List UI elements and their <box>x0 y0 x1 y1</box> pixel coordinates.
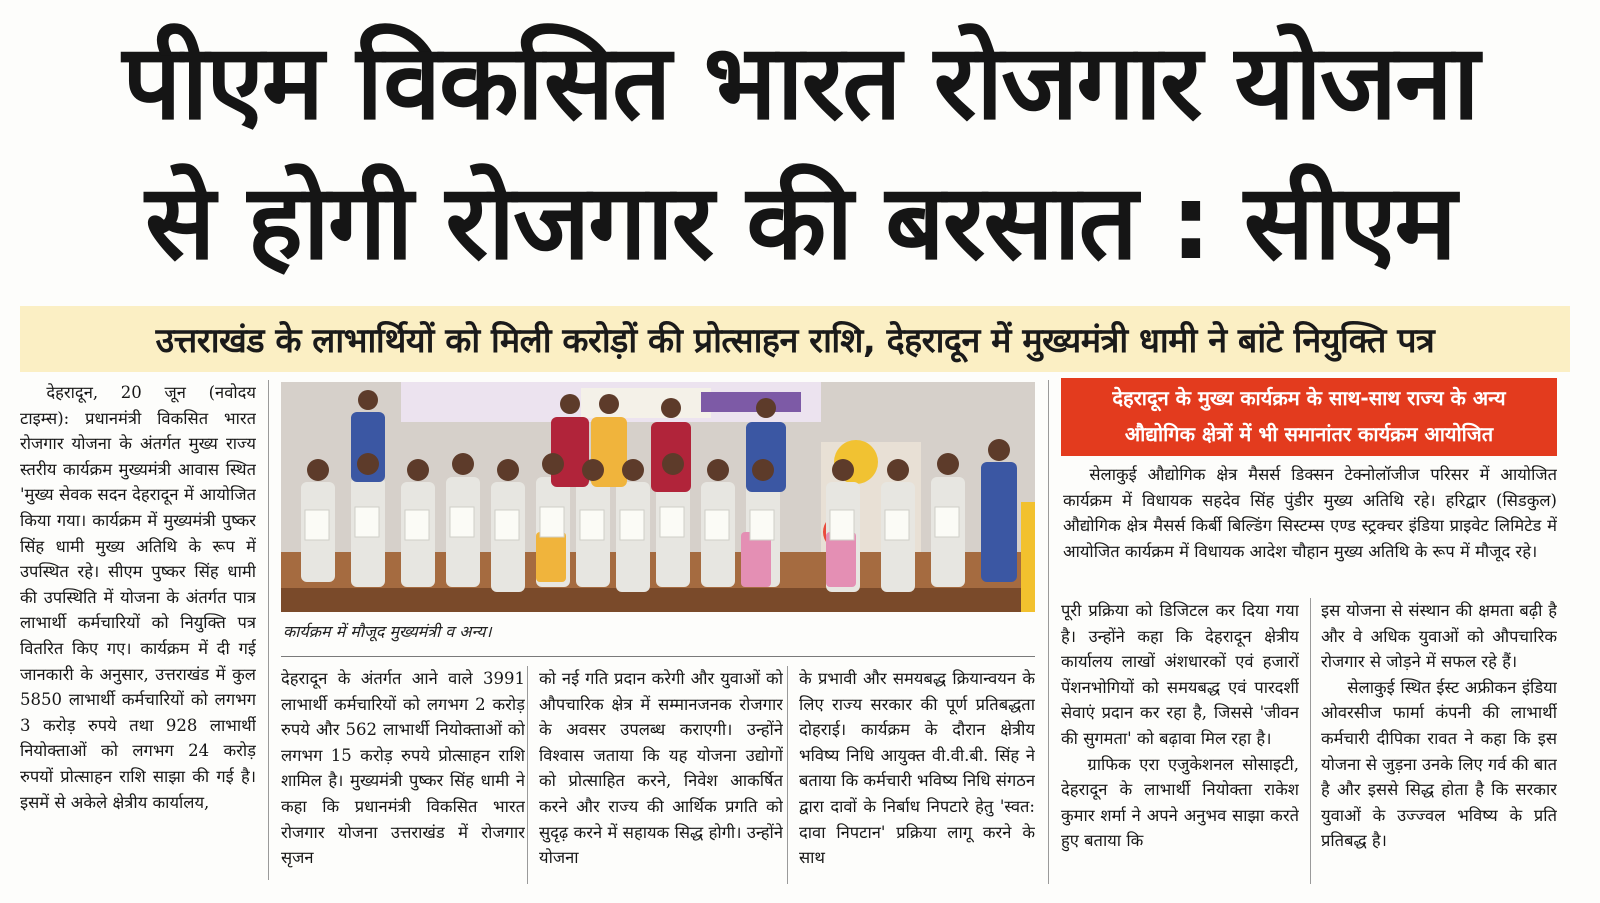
article-paragraph: देहरादून के अंतर्गत आने वाले 3991 लाभार्थी कर्मचारियों को लगभग 2 करोड़ रुपये और 562 लाभार्थी नियोक्ताओं को लगभग 15 करोड़ रुपये प्रोत्साहन राशि शामिल है। मुख्यमंत्री पुष्कर सिंह धामी ने कहा कि प्रधानमंत्री विकसित भारत रोजगार योजना उत्तराखंड में रोजगार सृजन <box>281 669 525 868</box>
article-column-3 <box>539 666 783 884</box>
article-column-1 <box>20 380 256 880</box>
headline-line-2: से होगी रोजगार की बरसात : सीएम <box>145 161 1455 283</box>
article-paragraph: के प्रभावी और समयबद्ध क्रियान्वयन के लिए राज्य सरकार की पूर्ण प्रतिबद्धता दोहराई। कार्यक्रम के दौरान क्षेत्रीय भविष्य निधि आयुक्त वी.वी.बी. सिंह ने बताया कि कर्मचारी भविष्य निधि संगठन द्वारा दावों के निर्बाध निपटारे हेतु 'स्वत: दावा निपटान' प्रक्रिया लागू करने के साथ <box>799 669 1035 868</box>
sidebar-column-2 <box>1321 598 1557 884</box>
sidebar-paragraph: पूरी प्रक्रिया को डिजिटल कर दिया गया है। उन्होंने कहा कि देहरादून क्षेत्रीय कार्यालय लाखों अंशधारकों एवं हजारों पेंशनभोगियों को समयबद्ध एवं पारदर्शी सेवाएं प्रदान कर रहा है, जिससे 'जीवन की सुगमता' को बढ़ावा मिल रहा है। <box>1061 601 1299 748</box>
sidebar-heading <box>1061 378 1557 456</box>
photo-caption: कार्यक्रम में मौजूद मुख्यमंत्री व अन्य। <box>283 622 492 641</box>
article-paragraph: को नई गति प्रदान करेगी और युवाओं को औपचारिक क्षेत्र में सम्मानजनक रोजगार के अवसर उपलब्ध कराएगी। उन्होंने विश्वास जताया कि यह योजना उद्योगों को प्रोत्साहित करने, निवेश आकर्षित करने और राज्य की आर्थिक प्रगति को सुदृढ़ करने में सहायक सिद्ध होगी। उन्होंने योजना <box>539 669 783 868</box>
article-column-2 <box>281 666 525 884</box>
article-column-4 <box>799 666 1035 884</box>
caption-rule <box>281 656 1035 657</box>
column-divider <box>1048 380 1049 884</box>
article-paragraph: देहरादून, 20 जून (नवोदय टाइम्स): प्रधानमंत्री विकसित भारत रोजगार योजना के अंतर्गत मुख्य राज्य स्तरीय कार्यक्रम मुख्यमंत्री आवास स्थित 'मुख्य सेवक सदन देहरादून में आयोजित किया गया। कार्यक्रम में मुख्यमंत्री पुष्कर सिंह धामी मुख्य अतिथि के रूप में उपस्थित रहे। सीएम पुष्कर सिंह धामी की उपस्थिति में योजना के अंतर्गत पात्र लाभार्थी कर्मचारियों को नियुक्ति पत्र वितरित किए गए। कार्यक्रम में दी गई जानकारी के अनुसार, उत्तराखंड में कुल 5850 लाभार्थी कर्मचारियों को लगभग 3 करोड़ रुपये तथा 928 लाभार्थी नियोक्ताओं को लगभग 24 करोड़ रुपयों प्रोत्साहन राशि साझा की गई है। इसमें से अकेले क्षेत्रीय कार्यालय, <box>20 383 256 812</box>
sidebar-lead <box>1063 462 1557 592</box>
column-divider <box>268 380 269 880</box>
sidebar-paragraph: ग्राफिक एरा एजुकेशनल सोसाइटी, देहरादून के लाभार्थी नियोक्ता राकेश कुमार शर्मा ने अपने अनुभव साझा करते हुए बताया कि <box>1061 754 1299 851</box>
sidebar-paragraph: सेलाकुई स्थित ईस्ट अफ्रीकन इंडिया ओवरसीज फार्मा कंपनी की लाभार्थी कर्मचारी दीपिका रावत ने कहा कि इस योजना से जुड़ना उनके लिए गर्व की बात है और इससे सिद्ध होता है कि सरकार युवाओं के उज्ज्वल भविष्य के प्रति प्रतिबद्ध है। <box>1321 677 1557 851</box>
subheadline: उत्तराखंड के लाभार्थियों को मिली करोड़ों की प्रोत्साहन राशि, देहरादून में मुख्यमंत्री धामी ने बांटे नियुक्ति पत्र <box>155 321 1435 361</box>
sidebar-paragraph: इस योजना से संस्थान की क्षमता बढ़ी है और वे अधिक युवाओं को औपचारिक रोजगार से जोड़ने में सफल रहे हैं। <box>1321 601 1557 672</box>
event-photo <box>281 382 1035 612</box>
sidebar-column-1 <box>1061 598 1299 884</box>
subheadline-band <box>20 306 1570 372</box>
sidebar-heading-line-2: औद्योगिक क्षेत्रों में भी समानांतर कार्यक्रम आयोजित <box>1124 422 1494 446</box>
event-photo-illustration <box>281 382 1035 612</box>
sidebar-paragraph: सेलाकुई औद्योगिक क्षेत्र मैसर्स डिक्सन टेक्नोलॉजीज परिसर में आयोजित कार्यक्रम में विधायक सहदेव सिंह पुंडीर मुख्य अतिथि रहे। हरिद्वार (सिडकुल) औद्योगिक क्षेत्र मैसर्स किर्बी बिल्डिंग सिस्टम्स एण्ड स्ट्रक्चर इंडिया प्राइवेट लिमिटेड में आयोजित कार्यक्रम में विधायक आदेश चौहान मुख्य अतिथि के रूप में मौजूद रहे। <box>1063 465 1557 561</box>
column-divider <box>787 666 788 884</box>
column-divider <box>1310 598 1311 884</box>
sidebar-heading-line-1: देहरादून के मुख्य कार्यक्रम के साथ-साथ राज्य के अन्य <box>1112 386 1506 410</box>
headline-line-1: पीएम विकसित भारत रोजगार योजना <box>122 21 1478 143</box>
column-divider <box>527 666 528 884</box>
